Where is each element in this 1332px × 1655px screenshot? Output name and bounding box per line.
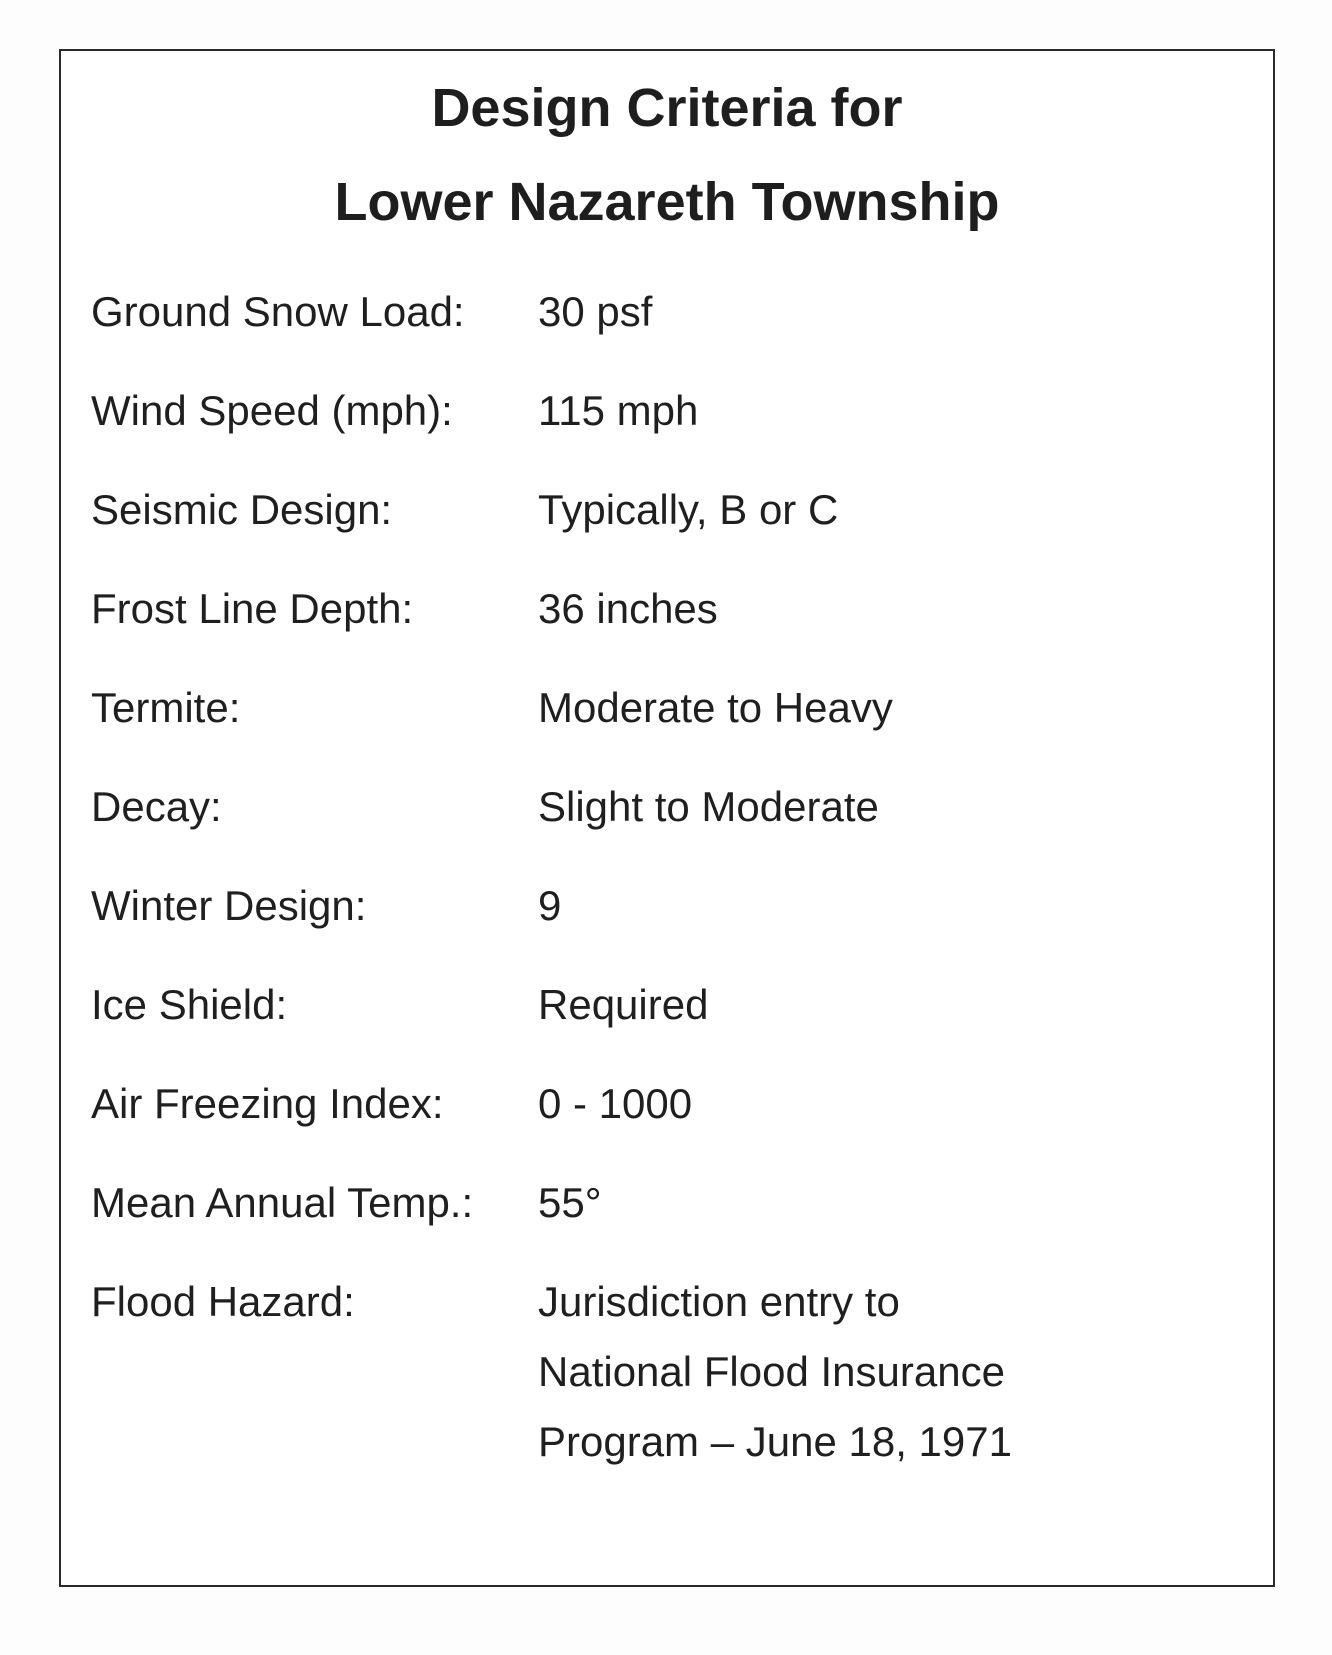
criteria-value	[538, 1267, 1178, 1477]
criteria-label: Wind Speed (mph):	[91, 387, 453, 434]
criteria-row-ice-shield	[61, 981, 1273, 1044]
flood-hazard-line-2: National Flood Insurance	[538, 1348, 1005, 1395]
criteria-value: 36 inches	[538, 585, 718, 632]
criteria-value: 115 mph	[538, 387, 699, 434]
criteria-label: Termite:	[91, 684, 241, 731]
criteria-label: Seismic Design:	[91, 486, 393, 533]
title-line-2: Lower Nazareth Township	[334, 172, 1000, 232]
criteria-label: Frost Line Depth:	[91, 585, 414, 632]
criteria-row-flood-hazard	[61, 1278, 1273, 1501]
criteria-row-decay	[61, 783, 1273, 846]
criteria-value: 9	[538, 882, 562, 929]
criteria-value: Slight to Moderate	[538, 783, 879, 830]
criteria-row-frost-line-depth	[61, 585, 1273, 648]
criteria-value: 0 - 1000	[538, 1080, 693, 1127]
criteria-row-air-freezing-index	[61, 1080, 1273, 1143]
criteria-row-termite	[61, 684, 1273, 747]
criteria-label: Ice Shield:	[91, 981, 288, 1028]
criteria-label: Air Freezing Index:	[91, 1080, 444, 1127]
criteria-label: Decay:	[91, 783, 222, 830]
criteria-row-ground-snow-load	[61, 288, 1273, 351]
criteria-label: Winter Design:	[91, 882, 367, 929]
flood-hazard-line-3: Program – June 18, 1971	[538, 1418, 1012, 1465]
criteria-label: Flood Hazard:	[91, 1278, 355, 1325]
criteria-row-winter-design	[61, 882, 1273, 945]
criteria-value: 30 psf	[538, 288, 653, 335]
criteria-value: Typically, B or C	[538, 486, 839, 533]
criteria-value: Required	[538, 981, 709, 1028]
criteria-row-wind-speed	[61, 387, 1273, 450]
criteria-label: Ground Snow Load:	[91, 288, 465, 335]
criteria-label: Mean Annual Temp.:	[91, 1179, 474, 1226]
design-criteria-card	[59, 49, 1275, 1587]
flood-hazard-line-1: Jurisdiction entry to	[538, 1278, 900, 1325]
criteria-row-seismic-design	[61, 486, 1273, 549]
criteria-value: 55°	[538, 1179, 602, 1226]
criteria-row-mean-annual-temp	[61, 1179, 1273, 1242]
title-line-1: Design Criteria for	[431, 78, 903, 138]
criteria-value: Moderate to Heavy	[538, 684, 893, 731]
